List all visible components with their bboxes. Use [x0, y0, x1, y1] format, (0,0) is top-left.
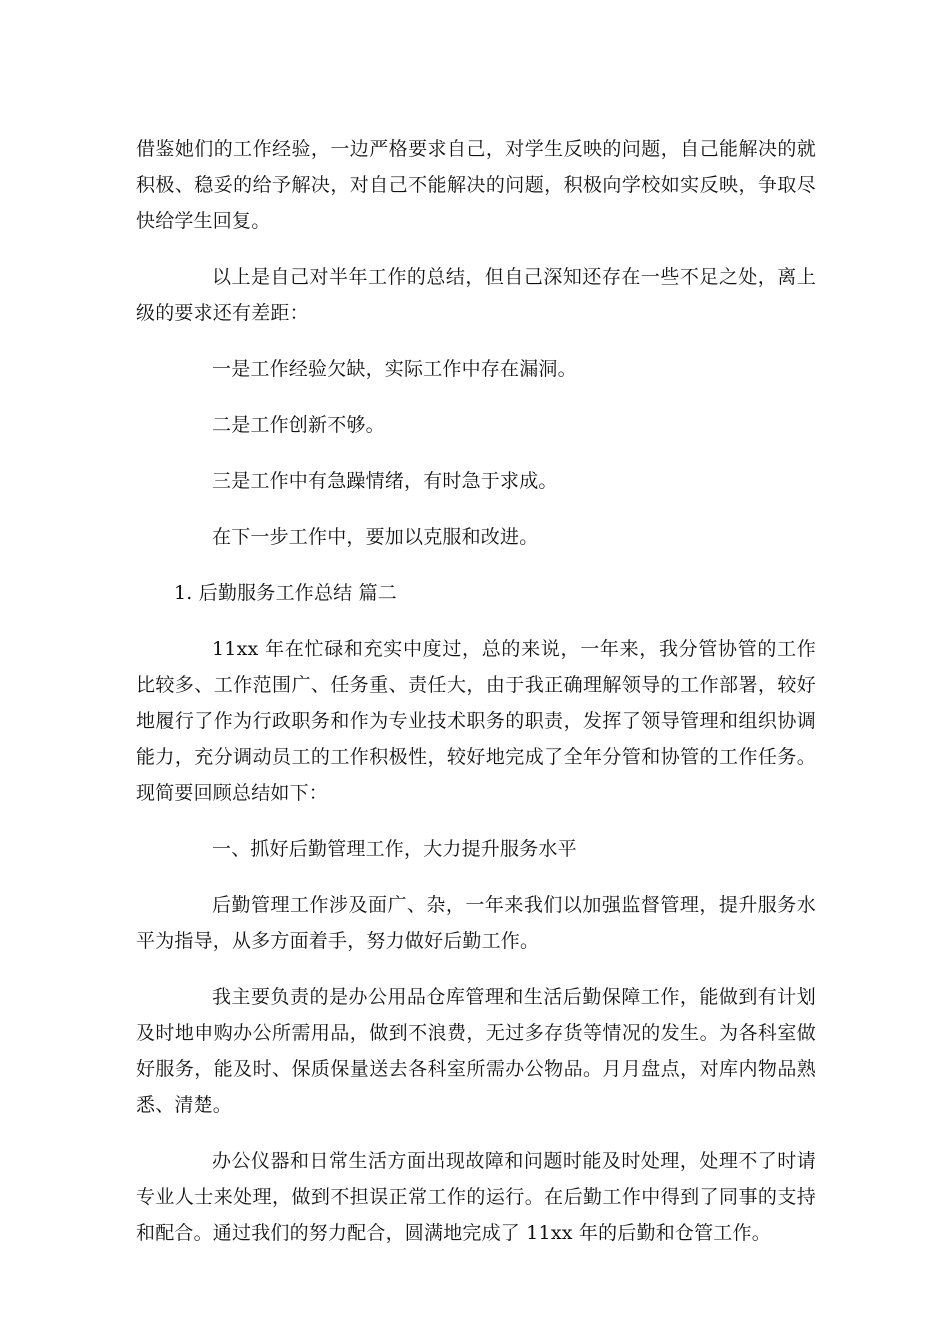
paragraph-logistics-scope: 后勤管理工作涉及面广、杂，一年来我们以加强监督管理，提升服务水平为指导，从多方面着手，努力做好后勤工作。 — [136, 894, 816, 952]
paragraph-equipment-maintenance: 办公仪器和日常生活方面出现故障和问题时能及时处理，处理不了时请专业人士来处理，做到不担误正常工作的运行。在后勤工作中得到了同事的支持和配合。通过我们的努力配合，圆满地完成了 11xx 年的后勤和仓管工作。 — [136, 1150, 816, 1244]
paragraph-work-experience: 借鉴她们的工作经验，一边严格要求自己，对学生反映的问题，自己能解决的就积极、稳妥的给予解决，对自己不能解决的问题，积极向学校如实反映，争取尽快给学生回复。 — [136, 138, 816, 232]
section-heading-part-two: 1. 后勤服务工作总结 篇二 — [174, 582, 398, 604]
paragraph-shortcoming-1: 一是工作经验欠缺，实际工作中存在漏洞。 — [212, 358, 577, 380]
paragraph-shortcoming-3: 三是工作中有急躁情绪，有时急于求成。 — [212, 470, 558, 492]
paragraph-shortcoming-2: 二是工作创新不够。 — [212, 414, 385, 436]
paragraph-office-supplies: 我主要负责的是办公用品仓库管理和生活后勤保障工作，能做到有计划及时地申购办公所需用品，做到不浪费，无过多存货等情况的发生。为各科室做好服务，能及时、保质保量送去各科室所需办公物品。月月盘点，对库内物品熟悉、清楚。 — [136, 986, 816, 1116]
subheading-logistics-management: 一、抓好后勤管理工作，大力提升服务水平 — [212, 838, 577, 860]
paragraph-year-overview: 11xx 年在忙碌和充实中度过，总的来说，一年来，我分管协管的工作比较多、工作范围广、任务重、责任大，由于我正确理解领导的工作部署，较好地履行了作为行政职务和作为专业技术职务的职责，发挥了领导管理和组织协调能力，充分调动员工的工作积极性，较好地完成了全年分管和协管的工作任务。现简要回顾总结如下： — [136, 638, 816, 804]
paragraph-half-year-summary: 以上是自己对半年工作的总结，但自己深知还存在一些不足之处，离上级的要求还有差距： — [136, 266, 816, 324]
paragraph-improvement: 在下一步工作中，要加以克服和改进。 — [212, 526, 539, 548]
document-body — [136, 131, 816, 1271]
